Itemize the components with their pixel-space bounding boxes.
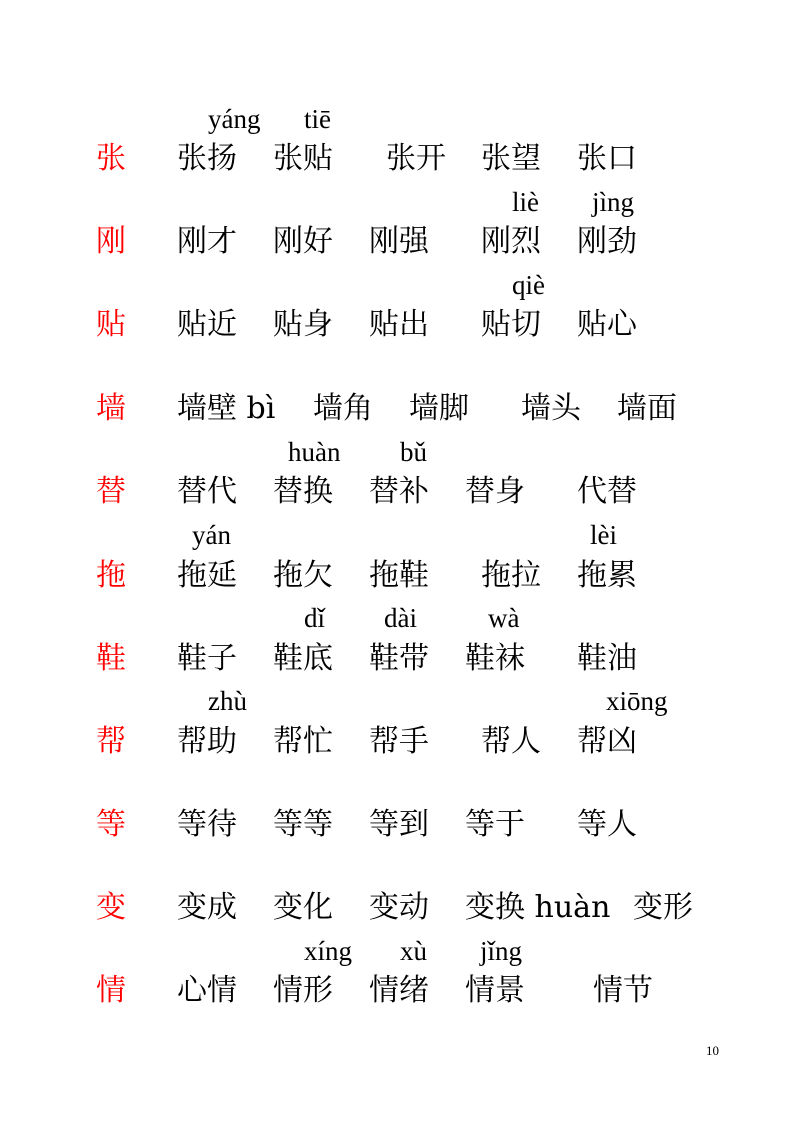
headword-char: 张 [96,141,126,176]
pinyin-annotation: huàn [288,437,341,467]
vocab-word: 刚烈 [481,224,541,259]
vocab-word: 等等 [273,807,333,842]
vocab-word: 张贴 [273,141,333,176]
vocab-word: 等于 [465,807,525,842]
vocab-word: 等待 [177,807,237,842]
pinyin-annotation: xù [400,936,427,966]
pinyin-annotation: yáng [208,104,261,134]
pinyin-annotation: dǐ [304,603,326,633]
vocab-word: 拖累 [577,558,637,593]
pinyin-annotation: bǔ [400,437,427,467]
vocab-word: 刚强 [369,224,429,259]
vocab-word: 鞋底 [273,641,333,676]
vocab-word: 代替 [577,474,637,509]
pinyin-annotation: jǐng [480,936,523,966]
headword-char: 刚 [96,224,126,259]
headword-char: 贴 [96,307,126,342]
vocab-word: 鞋油 [577,641,637,676]
vocab-word: 贴心 [577,307,637,342]
vocab-word: 帮人 [481,724,541,759]
vocab-word: 等到 [369,807,429,842]
vocab-word: 情节 [593,973,653,1008]
pinyin-annotation: liè [512,187,539,217]
pinyin-annotation: qiè [512,270,545,300]
pinyin-annotation: wà [488,603,520,633]
vocab-word: 拖鞋 [369,558,429,593]
vocab-word: 贴切 [481,307,541,342]
vocab-word: 鞋带 [369,641,429,676]
pinyin-annotation: lèi [590,520,617,550]
vocab-word: 张口 [577,141,637,176]
vocab-word: 帮凶 [577,724,637,759]
vocab-word: 替代 [177,474,237,509]
vocab-word: 拖欠 [273,558,333,593]
pinyin-annotation: xíng [304,936,353,966]
headword-char: 变 [96,890,126,925]
vocab-word: 拖拉 [481,558,541,593]
vocab-word: 帮忙 [273,724,333,759]
pinyin-annotation: tiē [304,104,331,134]
vocab-word: 变形 [633,890,693,925]
vocab-word: 帮助 [177,724,237,759]
pinyin-annotation: yán [192,520,231,550]
vocab-word: 心情 [177,973,237,1008]
vocab-word: 张开 [386,141,446,176]
vocab-word: 张扬 [177,141,237,176]
headword-char: 帮 [96,724,126,759]
vocab-word: 刚劲 [577,224,637,259]
vocab-word: 刚好 [273,224,333,259]
vocab-word: 变换 huàn [465,890,611,925]
vocab-word: 墙角 [313,391,373,426]
headword-char: 拖 [96,558,126,593]
vocab-word: 变动 [369,890,429,925]
vocab-word: 替身 [465,474,525,509]
vocab-word: 变化 [273,890,333,925]
vocab-word: 刚才 [177,224,237,259]
vocab-word: 情绪 [369,973,429,1008]
headword-char: 鞋 [96,641,126,676]
pinyin-annotation: jìng [592,187,635,217]
pinyin-annotation: dài [384,603,417,633]
vocab-word: 张望 [481,141,541,176]
vocab-word: 鞋子 [177,641,237,676]
pinyin-annotation: zhù [208,686,247,716]
vocab-word: 拖延 [177,558,237,593]
vocab-word: 帮手 [369,724,429,759]
headword-char: 等 [96,807,126,842]
vocab-word: 替补 [369,474,429,509]
headword-char: 替 [96,474,126,509]
vocab-word: 情景 [465,973,525,1008]
headword-char: 情 [96,973,126,1008]
vocab-word: 墙面 [617,391,677,426]
vocab-word: 情形 [273,973,333,1008]
vocab-word: 等人 [577,807,637,842]
page-number: 10 [706,1043,719,1058]
vocab-word: 墙脚 [409,391,469,426]
vocab-word: 替换 [273,474,333,509]
vocab-word: 贴近 [177,307,237,342]
vocab-word: 鞋袜 [465,641,525,676]
vocab-word: 墙壁 bì [177,391,276,426]
vocab-word: 墙头 [521,391,581,426]
headword-char: 墙 [96,391,126,426]
vocab-word: 贴身 [273,307,333,342]
pinyin-annotation: xiōng [606,686,668,716]
vocab-word: 贴出 [369,307,429,342]
vocab-word: 变成 [177,890,237,925]
